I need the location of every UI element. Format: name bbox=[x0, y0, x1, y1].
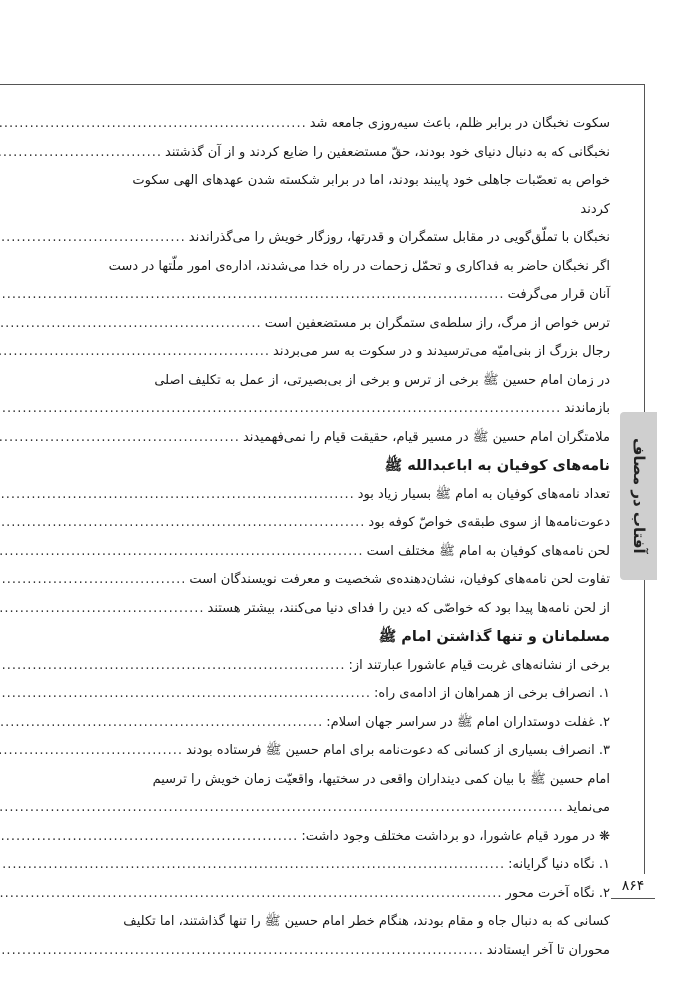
index-entry bbox=[100, 538, 610, 567]
leader-dots bbox=[0, 937, 484, 966]
entry-text: برخی از نشانه‌های غربت قیام عاشورا عبارتند از: bbox=[348, 657, 610, 673]
entry-text: امام حسین ﷺ با بیان کمی دینداران واقعی در سختیها، واقعیّت زمان خویش را ترسیم bbox=[152, 771, 610, 787]
leader-dots bbox=[0, 652, 345, 681]
index-entry bbox=[100, 310, 610, 339]
page-frame-top-rule bbox=[0, 84, 644, 85]
leader-dots bbox=[0, 509, 365, 538]
chapter-side-tab-label: آفتاب در مصاف bbox=[630, 438, 648, 554]
index-entry bbox=[100, 367, 610, 396]
leader-dots bbox=[0, 709, 323, 738]
entry-text: ملامتگران امام حسین ﷺ در مسیر قیام، حقیقت قیام را نمی‌فهمیدند bbox=[242, 429, 610, 445]
entry-text: آنان قرار می‌گرفت bbox=[507, 287, 610, 302]
index-entry bbox=[100, 338, 610, 367]
leader-dots bbox=[0, 794, 564, 823]
leader-dots bbox=[0, 481, 355, 510]
index-entry bbox=[100, 737, 610, 766]
index-entry bbox=[100, 937, 610, 966]
entry-text: ۱. انصراف برخی از همراهان از ادامه‌ی راه: bbox=[374, 686, 610, 701]
entry-text: لحن نامه‌های کوفیان به امام ﷺ مختلف است bbox=[366, 543, 610, 559]
index-entry bbox=[100, 566, 610, 595]
page-number: ۸۶۴ bbox=[621, 878, 645, 894]
entry-text: بازماندند bbox=[564, 401, 610, 416]
index-entry bbox=[100, 851, 610, 880]
index-section-1 bbox=[100, 110, 610, 452]
entry-text: محوران تا آخر ایستادند bbox=[486, 942, 610, 958]
entry-text: ❋ در مورد قیام عاشورا، دو برداشت مختلف وجود داشت: bbox=[301, 828, 610, 844]
leader-dots bbox=[0, 880, 503, 909]
leader-dots bbox=[0, 538, 364, 567]
entry-text: ۲. نگاه آخرت محور bbox=[505, 885, 610, 901]
index-entry bbox=[100, 595, 610, 624]
index-entry bbox=[100, 880, 610, 909]
leader-dots bbox=[0, 338, 270, 367]
entry-text: رجال بزرگ از بنی‌امیّه می‌ترسیدند و در سکوت به سر می‌بردند bbox=[273, 344, 610, 359]
index-entry bbox=[100, 680, 610, 709]
index-entry bbox=[100, 794, 610, 823]
leader-dots bbox=[0, 139, 162, 168]
entry-text: نخبگانی که به دنبال دنیای خود بودند، حقّ مستضعفین را ضایع کردند و از آن گذشتند bbox=[165, 144, 610, 160]
index-entry bbox=[100, 509, 610, 538]
leader-dots bbox=[0, 737, 183, 766]
index-entry bbox=[100, 823, 610, 852]
index-entry bbox=[100, 908, 610, 937]
entry-text: تعداد نامه‌های کوفیان به امام ﷺ بسیار زیاد بود bbox=[357, 486, 610, 502]
index-entry bbox=[100, 281, 610, 310]
index-entry bbox=[100, 224, 610, 253]
leader-dots bbox=[0, 566, 186, 595]
leader-dots bbox=[0, 224, 186, 253]
entry-text: نخبگان با تملّق‌گویی در مقابل ستمگران و قدرتها، روزگار خویش را می‌گذراندند bbox=[188, 230, 610, 245]
entry-text: ۳. انصراف بسیاری از کسانی که دعوت‌نامه برای امام حسین ﷺ فرستاده بودند bbox=[186, 743, 610, 758]
index-entry bbox=[100, 481, 610, 510]
index-entry bbox=[100, 395, 610, 424]
index-entry bbox=[100, 709, 610, 738]
index-entry bbox=[100, 167, 610, 196]
entry-text: در زمان امام حسین ﷺ برخی از ترس و برخی از بی‌بصیرتی، از عمل به تکلیف اصلی bbox=[154, 372, 610, 388]
entry-text: سکوت نخبگان در برابر ظلم، باعث سیه‌روزی جامعه شد bbox=[309, 116, 610, 131]
chapter-side-tab bbox=[620, 412, 657, 580]
leader-dots bbox=[0, 310, 262, 339]
leader-dots bbox=[0, 595, 205, 624]
index-entry bbox=[100, 652, 610, 681]
entry-text: خواص به تعصّبات جاهلی خود پایبند بودند، اما در برابر شکسته شدن عهدهای الهی سکوت bbox=[132, 173, 610, 188]
leader-dots bbox=[0, 424, 240, 453]
leader-dots bbox=[0, 281, 505, 310]
entry-text: می‌نماید bbox=[566, 800, 610, 815]
index-section-2 bbox=[100, 452, 610, 623]
index-entry bbox=[100, 253, 610, 282]
leader-dots bbox=[0, 395, 561, 424]
leader-dots bbox=[0, 680, 371, 709]
entry-text: ۲. غفلت دوستداران امام ﷺ در سراسر جهان اسلام: bbox=[326, 714, 610, 730]
index-entry bbox=[100, 196, 610, 225]
leader-dots bbox=[0, 823, 298, 852]
index-entry bbox=[100, 766, 610, 795]
entry-text: ترس خواص از مرگ، راز سلطه‌ی ستمگران بر مستضعفین است bbox=[264, 315, 610, 331]
entry-text: ۱. نگاه دنیا گرایانه: bbox=[508, 857, 610, 872]
index-section-3 bbox=[100, 623, 610, 965]
index-content bbox=[100, 110, 610, 965]
index-entry bbox=[100, 424, 610, 453]
leader-dots bbox=[0, 851, 505, 880]
entry-text: تفاوت لحن نامه‌های کوفیان، نشان‌دهنده‌ی شخصیت و معرفت نویسندگان است bbox=[189, 572, 610, 587]
entry-text: اگر نخبگان حاضر به فداکاری و تحمّل زحمات در راه خدا می‌شدند، اداره‌ی امور ملّتها در دست bbox=[108, 258, 610, 274]
entry-text: از لحن نامه‌ها پیدا بود که خواصّی که دین را فدای دنیا می‌کنند، بیشتر هستند bbox=[207, 600, 610, 616]
section-heading: نامه‌های کوفیان به اباعبدالله ﷺ bbox=[384, 458, 610, 474]
entry-text: دعوت‌نامه‌ها از سوی طبقه‌ی خواصّ کوفه بود bbox=[368, 515, 610, 530]
section-heading: مسلمانان و تنها گذاشتن امام ﷺ bbox=[378, 629, 610, 645]
entry-text: کسانی که به دنبال جاه و مقام بودند، هنگام خطر امام حسین ﷺ را تنها گذاشتند، اما تکلیف bbox=[123, 914, 610, 929]
index-entry bbox=[100, 110, 610, 139]
entry-text: کردند bbox=[580, 201, 610, 217]
page-number-rule bbox=[611, 898, 655, 899]
leader-dots bbox=[0, 110, 307, 139]
index-entry bbox=[100, 139, 610, 168]
